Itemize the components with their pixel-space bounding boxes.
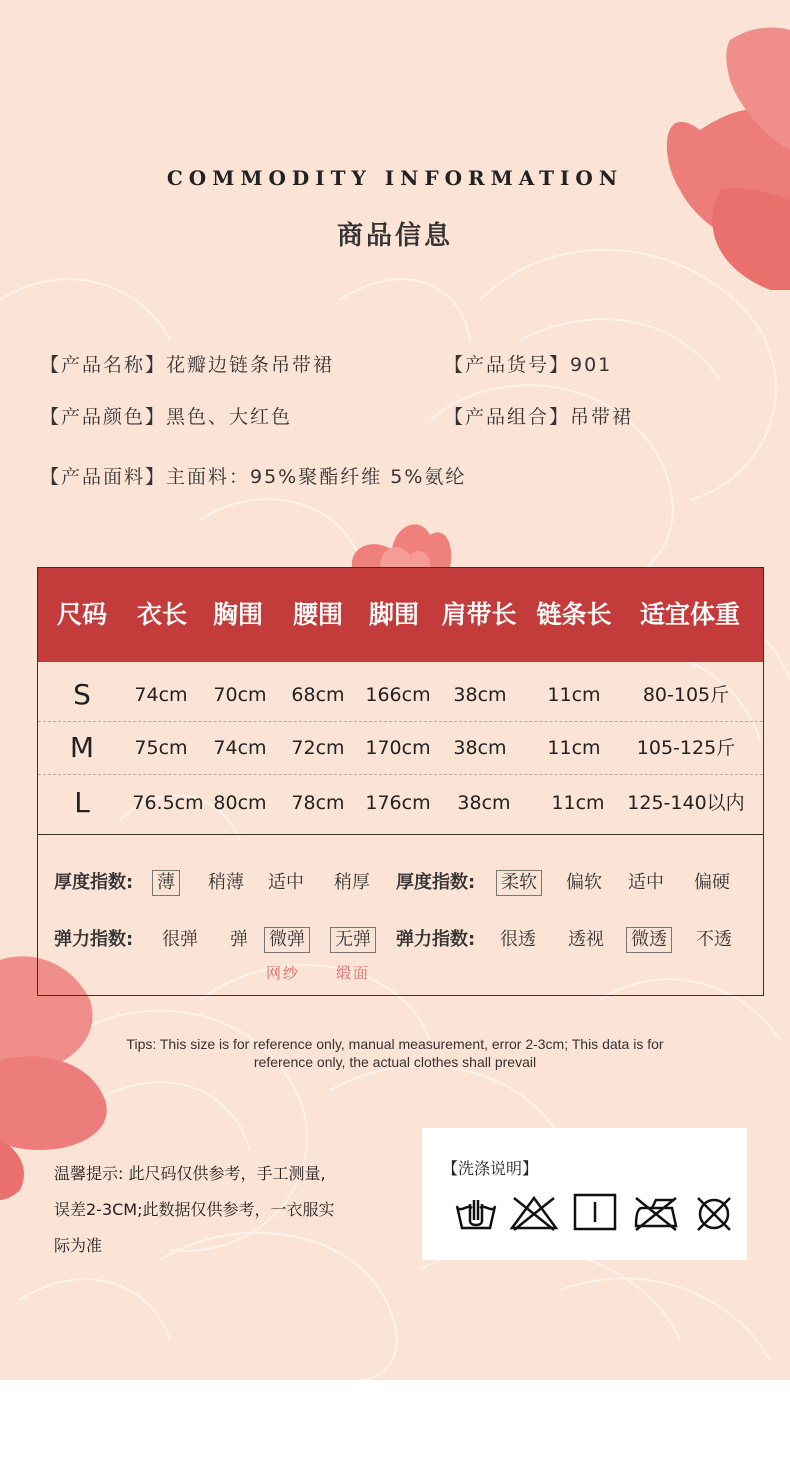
thickness-option: 稍厚: [334, 872, 370, 893]
softness-label: 厚度指数:: [396, 872, 476, 893]
thickness-option-selected: 薄: [152, 870, 180, 896]
product-color: 【产品颜色】黑色、大红色: [40, 406, 293, 428]
hand-wash-icon: [454, 1192, 498, 1232]
cell-hem: 166cm: [365, 684, 431, 706]
transparency-option: 透视: [568, 929, 604, 950]
cell-strap: 38cm: [457, 792, 511, 814]
product-item-no: 【产品货号】901: [444, 354, 613, 376]
no-dry-clean-icon: [694, 1192, 734, 1232]
table-row: [38, 668, 763, 722]
cell-hem: 170cm: [365, 737, 431, 759]
cell-weight: 80-105斤: [642, 684, 730, 706]
reminder-line-1: 温馨提示: 此尺码仅供参考，手工测量,: [54, 1164, 326, 1183]
thickness-option: 适中: [268, 872, 304, 893]
softness-option-selected: 柔软: [496, 870, 542, 896]
cell-bust: 80cm: [213, 792, 267, 814]
care-instructions: [422, 1128, 747, 1260]
softness-option: 偏硬: [694, 872, 730, 893]
chinese-title: 商品信息: [336, 221, 453, 251]
header-length: 衣长: [136, 600, 187, 629]
transparency-option: 不透: [696, 929, 732, 950]
tips-text: [60, 1035, 730, 1071]
cell-chain: 11cm: [547, 737, 601, 759]
line-dry-icon: [572, 1192, 618, 1232]
cell-length: 74cm: [134, 684, 188, 706]
product-fabric: 【产品面料】主面料：95%聚酯纤维 5%氨纶: [40, 466, 467, 488]
header-chain: 链条长: [536, 600, 612, 629]
product-combo: 【产品组合】吊带裙: [444, 406, 634, 428]
header-bust: 胸围: [212, 600, 263, 629]
table-row: [38, 721, 763, 775]
cell-chain: 11cm: [547, 684, 601, 706]
header-strap: 肩带长: [441, 600, 517, 629]
reminder-line-2: 误差2-3CM;此数据仅供参考，一衣服实: [54, 1200, 335, 1219]
cell-waist: 78cm: [291, 792, 345, 814]
product-name: 【产品名称】花瓣边链条吊带裙: [40, 354, 335, 376]
care-title: 【洗涤说明】: [442, 1159, 539, 1178]
elasticity-option: 很弹: [162, 929, 198, 950]
cell-bust: 70cm: [213, 684, 267, 706]
cell-weight: 105-125斤: [636, 737, 736, 759]
no-bleach-icon: [508, 1192, 560, 1232]
header-size: 尺码: [56, 600, 107, 629]
cell-weight: 125-140以内: [627, 792, 745, 814]
thickness-option: 稍薄: [208, 872, 244, 893]
transparency-option-selected: 微透: [626, 927, 672, 953]
softness-option: 适中: [628, 872, 664, 893]
cell-waist: 72cm: [291, 737, 345, 759]
transparency-option: 很透: [500, 929, 536, 950]
cell-size: M: [69, 731, 95, 764]
english-title: COMMODITY INFORMATION: [166, 166, 624, 190]
cell-waist: 68cm: [291, 684, 345, 706]
tips-line-2: reference only, the actual clothes shall prevail: [253, 1054, 537, 1070]
note-mesh: 网纱: [266, 964, 301, 982]
elasticity-option-selected: 微弹: [264, 927, 310, 953]
flower-center: [352, 524, 451, 567]
table-divider: [38, 834, 763, 835]
thickness-label: 厚度指数:: [54, 872, 134, 893]
header-waist: 腰围: [292, 600, 343, 629]
size-table-header: [38, 568, 763, 662]
cell-hem: 176cm: [365, 792, 431, 814]
reminder-line-3: 际为准: [54, 1236, 103, 1255]
cell-length: 75cm: [134, 737, 188, 759]
cell-strap: 38cm: [453, 737, 507, 759]
table-row: [38, 776, 763, 830]
elasticity-label: 弹力指数:: [54, 929, 134, 950]
tips-line-1: Tips: This size is for reference only, manual measurement, error 2-3cm; This data is for: [126, 1036, 664, 1052]
reminder-text: [54, 1156, 384, 1264]
cell-length: 76.5cm: [132, 792, 204, 814]
cell-strap: 38cm: [453, 684, 507, 706]
cell-size: S: [73, 678, 91, 711]
cell-bust: 74cm: [213, 737, 267, 759]
cell-chain: 11cm: [551, 792, 605, 814]
note-satin: 缎面: [336, 964, 371, 982]
elasticity-option-selected: 无弹: [330, 927, 376, 953]
size-table: [37, 567, 764, 996]
softness-option: 偏软: [566, 872, 602, 893]
transparency-label: 弹力指数:: [396, 929, 476, 950]
header-hem: 脚围: [368, 600, 419, 629]
header-weight: 适宜体重: [639, 600, 740, 629]
no-iron-icon: [630, 1192, 682, 1232]
elasticity-option: 弹: [230, 929, 248, 950]
cell-size: L: [74, 786, 90, 819]
